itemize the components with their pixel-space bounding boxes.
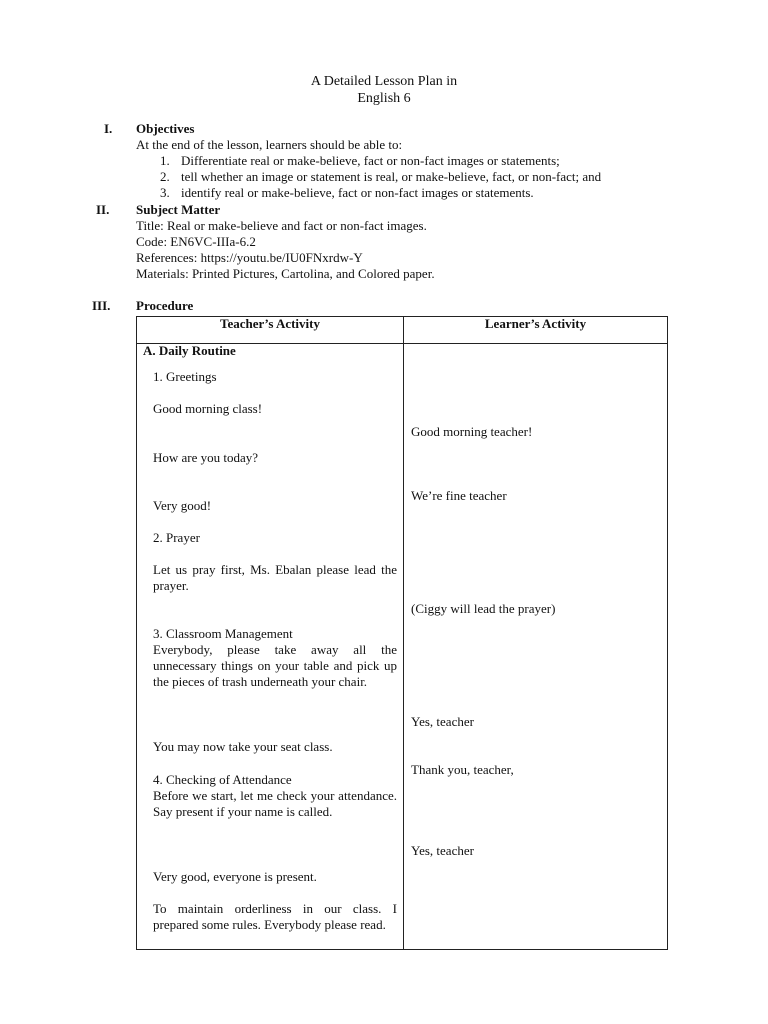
teacher-take-seat: You may now take your seat class. xyxy=(153,739,333,754)
objective-text: Differentiate real or make-believe, fact or non-fact images or statements; xyxy=(181,153,560,168)
subject-references: References: https://youtu.be/IU0FNxrdw-Y xyxy=(136,250,363,265)
subject-matter-heading: Subject Matter xyxy=(136,202,221,217)
objective-num: 2. xyxy=(160,169,170,184)
doc-title-line2: English 6 xyxy=(357,91,411,106)
objective-num: 3. xyxy=(160,185,170,200)
learner-activity-header: Learner’s Activity xyxy=(484,316,587,331)
teacher-attendance-text: Before we start, let me check your attendance. Say present if your name is called. xyxy=(153,788,397,820)
teacher-rules-text: To maintain orderliness in our class. I prepared some rules. Everybody please read. xyxy=(153,901,397,933)
procedure-numeral: III. xyxy=(92,298,111,313)
learner-greeting-reply: Good morning teacher! xyxy=(411,424,533,439)
teacher-greeting: Good morning class! xyxy=(153,401,263,416)
learner-thank-you: Thank you, teacher, xyxy=(411,762,514,777)
subject-title: Title: Real or make-believe and fact or non-fact images. xyxy=(136,218,427,233)
procedure-heading: Procedure xyxy=(136,298,194,313)
learner-prayer-reply: (Ciggy will lead the prayer) xyxy=(411,601,556,616)
teacher-everyone-present: Very good, everyone is present. xyxy=(153,869,317,884)
objectives-heading: Objectives xyxy=(136,121,195,136)
objective-num: 1. xyxy=(160,153,170,168)
subject-code: Code: EN6VC-IIIa-6.2 xyxy=(136,234,256,249)
greetings-heading: 1. Greetings xyxy=(153,369,217,384)
teacher-management-text: Everybody, please take away all the unnecessary things on your table and pick up the pieces of trash underneath your chair. xyxy=(153,642,397,690)
objective-text: identify real or make-believe, fact or non-fact images or statements. xyxy=(181,185,534,200)
objectives-intro: At the end of the lesson, learners should be able to: xyxy=(136,137,403,152)
prayer-heading: 2. Prayer xyxy=(153,530,200,545)
objective-text: tell whether an image or statement is real, or make-believe, fact, or non-fact; and xyxy=(181,169,602,184)
teacher-activity-header: Teacher’s Activity xyxy=(219,316,320,331)
learner-yes-teacher: Yes, teacher xyxy=(411,714,474,729)
teacher-prayer-text: Let us pray first, Ms. Ebalan please lead the prayer. xyxy=(153,562,397,594)
learner-yes-teacher-attendance: Yes, teacher xyxy=(411,843,474,858)
column-divider xyxy=(403,317,404,949)
learner-fine-reply: We’re fine teacher xyxy=(411,488,507,503)
doc-title-line1: A Detailed Lesson Plan in xyxy=(310,74,458,89)
classroom-management-heading: 3. Classroom Management xyxy=(153,626,293,641)
objectives-numeral: I. xyxy=(104,121,113,136)
teacher-very-good: Very good! xyxy=(153,498,212,513)
daily-routine-heading: A. Daily Routine xyxy=(143,343,236,358)
procedure-table xyxy=(136,316,668,950)
subject-matter-numeral: II. xyxy=(96,202,110,217)
attendance-heading: 4. Checking of Attendance xyxy=(153,772,292,787)
subject-materials: Materials: Printed Pictures, Cartolina, and Colored paper. xyxy=(136,266,435,281)
teacher-how-are-you: How are you today? xyxy=(153,450,259,465)
